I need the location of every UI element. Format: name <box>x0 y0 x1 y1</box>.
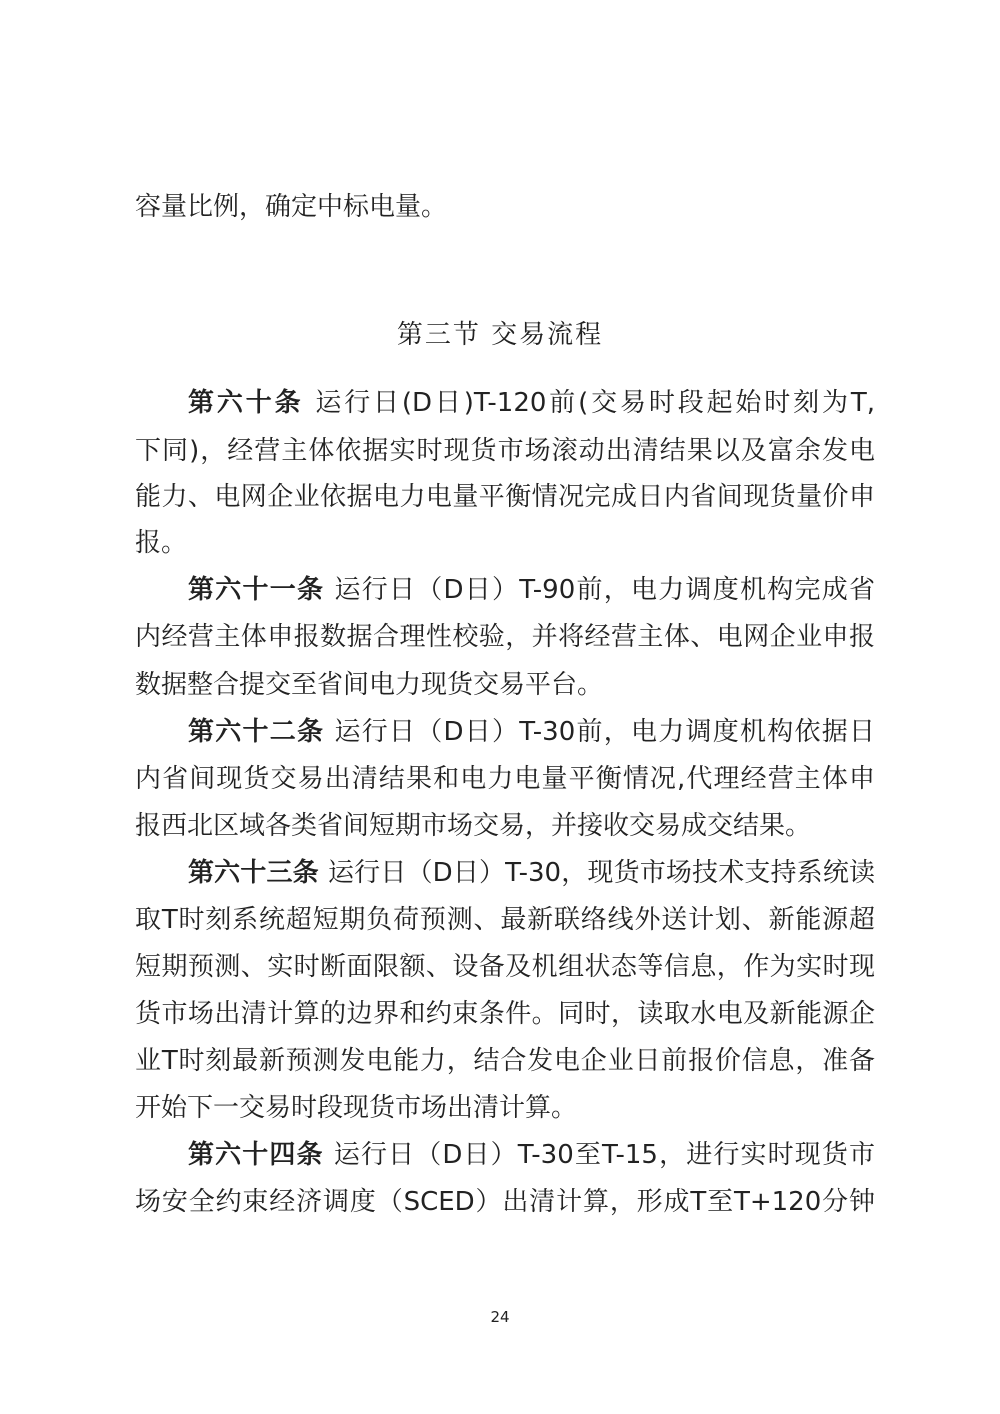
article-line <box>135 668 875 702</box>
article-line <box>188 386 875 420</box>
continued-text: 容量比例，确定中标电量。 <box>135 192 448 222</box>
article-line <box>135 434 875 468</box>
article-text: 业T时刻最新预测发电能力，结合发电企业日前报价信息，准备 <box>135 1046 875 1076</box>
article-text: 报西北区域各类省间短期市场交易，并接收交易成交结果。 <box>135 811 812 841</box>
article-line <box>135 1044 875 1078</box>
article-text: 短期预测、实时断面限额、设备及机组状态等信息，作为实时现 <box>135 952 875 982</box>
article-line <box>135 950 875 984</box>
article-text: 报。 <box>135 528 188 558</box>
article-text: 内省间现货交易出清结果和电力电量平衡情况,代理经营主体申 <box>135 764 875 794</box>
article-number: 第六十三条 <box>188 858 329 888</box>
article-text: 下同)，经营主体依据实时现货市场滚动出清结果以及富余发电 <box>135 436 875 466</box>
article-line <box>135 1185 875 1219</box>
article-text: 运行日(D日)T-120前(交易时段起始时刻为T, <box>315 388 875 418</box>
article-number: 第六十一条 <box>188 575 335 605</box>
article-text: 运行日（D日）T-30至T-15，进行实时现货市 <box>333 1140 875 1170</box>
article-text: 开始下一交易时段现货市场出清计算。 <box>135 1093 578 1123</box>
article-line <box>135 997 875 1031</box>
article-text: 货市场出清计算的边界和约束条件。同时，读取水电及新能源企 <box>135 999 875 1029</box>
article-line <box>188 573 875 607</box>
article-text: 场安全约束经济调度（SCED）出清计算，形成T至T+120分钟 <box>135 1187 875 1217</box>
article-line <box>135 903 875 937</box>
article-number: 第六十条 <box>188 388 316 418</box>
article-line <box>135 620 875 654</box>
article-line <box>188 1138 875 1172</box>
article-text: 内经营主体申报数据合理性校验，并将经营主体、电网企业申报 <box>135 622 875 652</box>
page-number: 24 <box>490 1308 510 1326</box>
article-line <box>135 480 875 514</box>
article-line <box>135 526 875 560</box>
article-text: 数据整合提交至省间电力现货交易平台。 <box>135 670 604 700</box>
article-line <box>188 715 875 749</box>
article-text: 运行日（D日）T-30前，电力调度机构依据日 <box>334 717 875 747</box>
article-text: 运行日（D日）T-90前，电力调度机构完成省 <box>334 575 875 605</box>
article-line <box>135 762 875 796</box>
article-number: 第六十四条 <box>188 1140 334 1170</box>
article-line <box>135 809 875 843</box>
article-number: 第六十二条 <box>188 717 335 747</box>
article-line <box>188 856 875 890</box>
section-heading: 第三节 交易流程 <box>396 320 604 350</box>
article-text: 运行日（D日）T-30，现货市场技术支持系统读 <box>328 858 876 888</box>
article-text: 能力、电网企业依据电力电量平衡情况完成日内省间现货量价申 <box>135 482 875 512</box>
article-line <box>135 1091 875 1125</box>
article-text: 取T时刻系统超短期负荷预测、最新联络线外送计划、新能源超 <box>135 905 875 935</box>
